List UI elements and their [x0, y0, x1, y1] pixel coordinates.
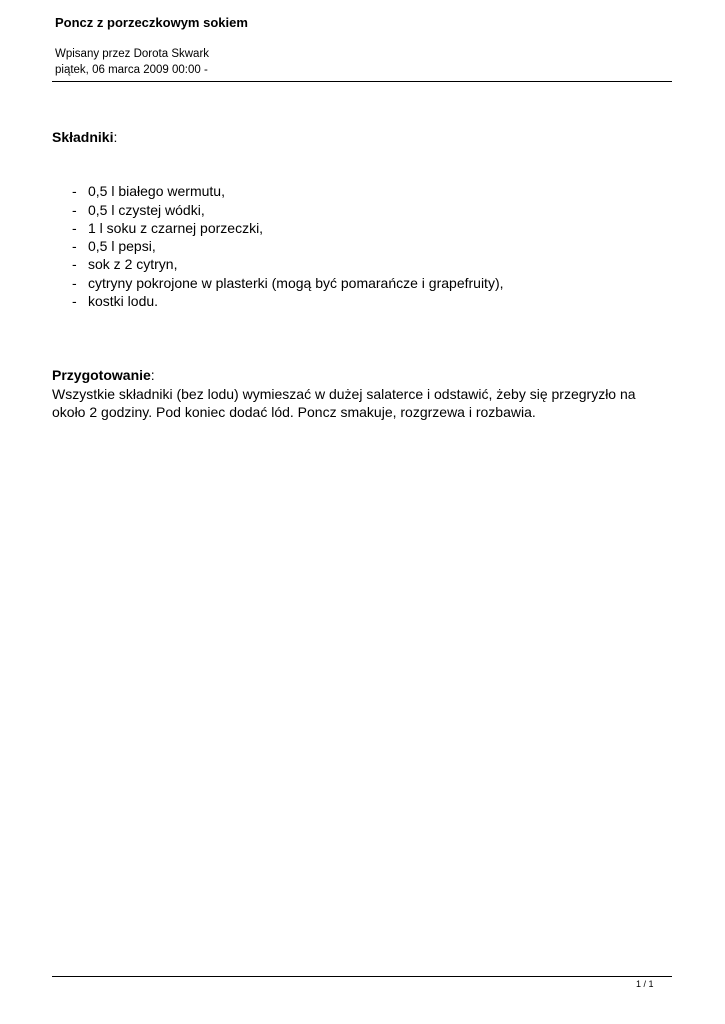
list-item	[52, 219, 672, 237]
preparation-heading-line	[52, 366, 672, 384]
list-dash: -	[72, 274, 77, 291]
list-dash: -	[72, 238, 77, 255]
list-item	[52, 182, 672, 200]
article-meta	[55, 46, 209, 78]
ingredient-text: 0,5 l pepsi,	[88, 238, 156, 255]
ingredient-text: kostki lodu.	[88, 293, 159, 310]
header-divider	[52, 81, 672, 82]
date-line: piątek, 06 marca 2009 00:00 -	[55, 64, 208, 76]
ingredient-text: 0,5 l białego wermutu,	[88, 183, 225, 200]
ingredient-text: 0,5 l czystej wódki,	[88, 201, 205, 218]
footer-divider	[52, 976, 672, 977]
list-dash: -	[72, 183, 77, 200]
preparation-text: Wszystkie składniki (bez lodu) wymieszać w dużej salaterce i odstawić, żeby się przegryzło na około 2 godziny. Pod koniec dodać lód. Poncz smakuje, rozgrzewa i rozbawia.	[52, 385, 636, 420]
ingredients-list	[52, 182, 672, 310]
list-item	[52, 274, 672, 292]
ingredient-text: cytryny pokrojone w plasterki (mogą być pomarańcze i grapefruity),	[88, 274, 504, 291]
author-line: Wpisany przez Dorota Skwark	[55, 48, 210, 60]
preparation-heading-colon: :	[150, 367, 155, 384]
preparation-heading: Przygotowanie	[52, 367, 151, 384]
list-item	[52, 237, 672, 255]
ingredients-heading: Składniki	[52, 129, 114, 145]
list-dash: -	[72, 201, 77, 218]
list-item	[52, 292, 672, 310]
page-number: 1 / 1	[636, 979, 654, 989]
ingredients-heading-colon: :	[113, 129, 118, 145]
ingredients-heading-line	[52, 128, 672, 146]
ingredient-text: 1 l soku z czarnej porzeczki,	[88, 219, 264, 236]
list-dash: -	[72, 219, 77, 236]
page-title: Poncz z porzeczkowym sokiem	[55, 15, 248, 30]
list-dash: -	[72, 293, 77, 310]
ingredient-text: sok z 2 cytryn,	[88, 256, 178, 273]
list-item	[52, 255, 672, 273]
article-body	[52, 128, 672, 421]
list-dash: -	[72, 256, 77, 273]
list-item	[52, 201, 672, 219]
